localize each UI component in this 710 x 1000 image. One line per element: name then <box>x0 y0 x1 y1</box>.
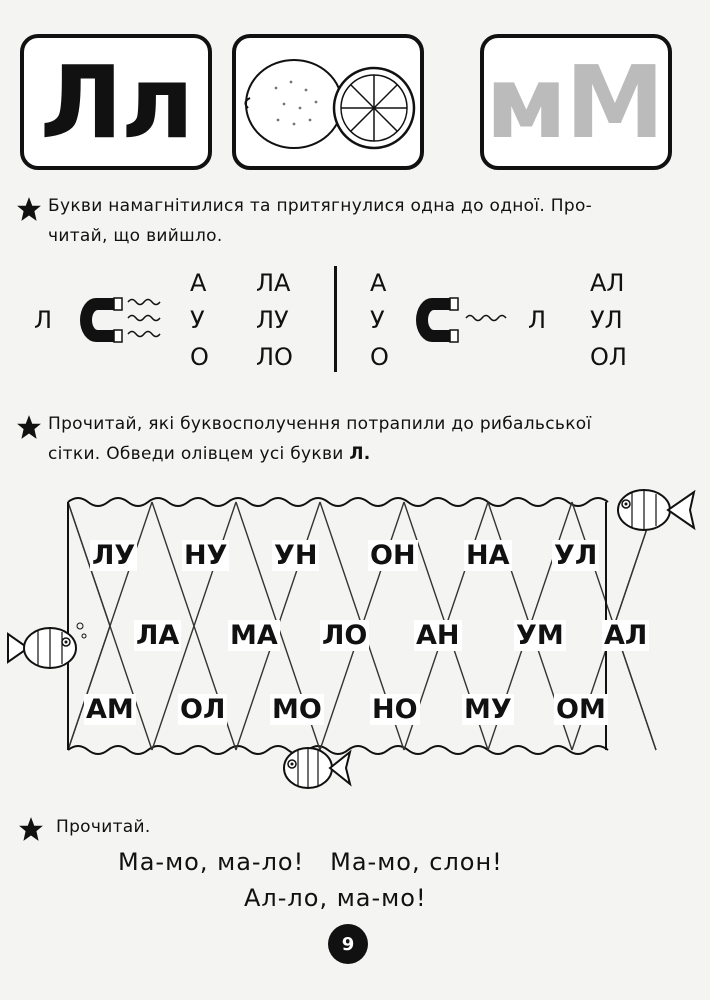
fish-icon <box>4 618 88 678</box>
page-number: 9 <box>328 924 368 964</box>
fish-icon <box>274 738 354 798</box>
net-cell: МА <box>230 620 278 651</box>
letter-pair: Лл <box>39 43 193 161</box>
task1-line2: читай, що вийшло. <box>48 226 223 246</box>
net-cell: АМ <box>86 694 134 725</box>
net-cell: АН <box>416 620 460 651</box>
net-cell: ЛА <box>136 620 180 651</box>
attraction-waves-icon <box>126 294 162 344</box>
star-icon <box>16 414 42 440</box>
vowel-o: О <box>190 343 209 371</box>
magnet-icon-right <box>412 292 460 348</box>
task2-line2-text: сітки. Обведи олівцем усі букви <box>48 444 344 464</box>
syllable-lo: ЛО <box>256 343 293 371</box>
fish-icon <box>606 482 702 538</box>
net-cell: МО <box>272 694 322 725</box>
task3-label: Прочитай. <box>56 817 151 837</box>
lemon-card <box>232 34 424 170</box>
mirrored-letter-pair: Мм <box>487 43 665 161</box>
right-vowel-u: У <box>370 306 385 334</box>
net-cell: ОН <box>370 540 416 571</box>
syllable-lu: ЛУ <box>256 306 289 334</box>
net-cell: АЛ <box>604 620 648 651</box>
lemon-icon <box>236 38 420 166</box>
syllable-al: АЛ <box>590 269 625 297</box>
vowel-u: У <box>190 306 205 334</box>
net-cell: НА <box>466 540 510 571</box>
net-cell: МУ <box>464 694 512 725</box>
net-cell: ОМ <box>556 694 606 725</box>
task2-line2-letter: Л. <box>349 444 371 464</box>
magnet-icon <box>76 292 124 348</box>
task2-line2 <box>48 439 371 469</box>
right-vowel-a: А <box>370 269 387 297</box>
net-cell: УМ <box>516 620 564 651</box>
syllable-ol: ОЛ <box>590 343 627 371</box>
letter-card <box>20 34 212 170</box>
net-cell: ЛУ <box>92 540 136 571</box>
net-cell: НУ <box>184 540 228 571</box>
right-vowel-o: О <box>370 343 389 371</box>
right-letter: Л <box>528 306 547 334</box>
reading-line1: Ма-мо, ма-ло! Ма-мо, слон! <box>118 848 503 876</box>
attraction-wave-icon <box>464 310 508 324</box>
reading-line2: Ал-ло, ма-мо! <box>244 884 427 912</box>
left-letter: Л <box>34 306 53 334</box>
net-cell: ЛО <box>322 620 368 651</box>
star-icon <box>16 196 42 222</box>
task1-line1: Букви намагнітилися та притягнулися одна до одної. Про- <box>48 196 593 216</box>
divider <box>334 266 337 372</box>
net-cell: УН <box>274 540 318 571</box>
mirrored-letter-card <box>480 34 672 170</box>
net-cell: УЛ <box>554 540 598 571</box>
net-cell: ОЛ <box>180 694 226 725</box>
syllable-ul: УЛ <box>590 306 623 334</box>
net-cell: НО <box>372 694 418 725</box>
vowel-a: А <box>190 269 207 297</box>
syllable-la: ЛА <box>256 269 291 297</box>
star-icon <box>18 816 44 842</box>
task2-line1: Прочитай, які буквосполучення потрапили до рибальської <box>48 414 592 434</box>
